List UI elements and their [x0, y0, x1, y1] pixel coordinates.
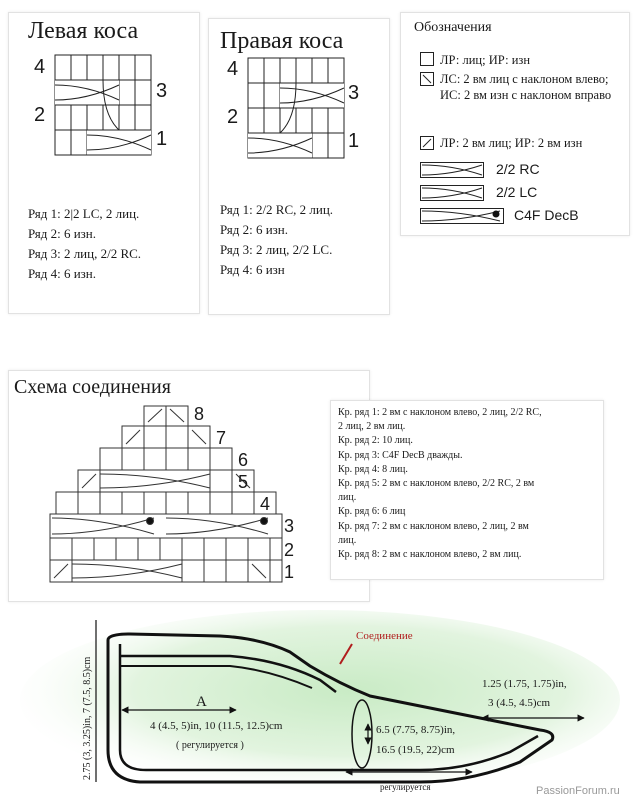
join-row-3: 3 [284, 516, 295, 536]
adjustable-label-1: ( регулируется ) [176, 740, 244, 751]
join-text-1: Кр. ряд 1: 2 вм с наклоном влево, 2 лиц, 2/2 RC, [338, 407, 542, 418]
join-text-5: Кр. ряд 4: 8 лиц. [338, 463, 408, 475]
join-text-9: Кр. ряд 7: 2 вм с наклоном влево, 2 лиц, 2 вм [338, 520, 529, 532]
right-row-1: 1 [348, 130, 360, 152]
left-row-2: 2 [34, 104, 46, 126]
legend-panel [400, 12, 630, 236]
joining-chart [50, 404, 280, 584]
left-row-text-2: Ряд 2: 6 изн. [28, 226, 96, 241]
joining-title: Схема соединения [14, 376, 171, 398]
label-a: A [196, 694, 207, 710]
right-braid-title: Правая коса [220, 28, 344, 54]
join-text-3: Кр. ряд 2: 10 лиц. [338, 435, 413, 447]
join-text-11: Кр. ряд 8: 2 вм с наклоном влево, 2 вм лиц. [338, 549, 522, 561]
legend-item-5: 2/2 LC [496, 184, 538, 200]
circumference-label-1: 6.5 (7.75, 8.75)in, [376, 724, 456, 736]
join-row-6: 6 [238, 450, 249, 470]
join-row-8: 8 [194, 404, 205, 424]
legend-title: Обозначения [414, 20, 492, 35]
right-row-text-2: Ряд 2: 6 изн. [220, 222, 288, 237]
c4f-decb-symbol [420, 208, 504, 224]
adjustable-label-2: регулируется [380, 782, 431, 792]
right-row-text-4: Ряд 4: 6 изн [220, 262, 285, 277]
left-row-1: 1 [156, 128, 168, 150]
legend-item-3: ЛР: 2 вм лиц; ИР: 2 вм изн [440, 136, 583, 150]
join-label: Соединение [356, 630, 413, 642]
right-row-text-3: Ряд 3: 2 лиц, 2/2 LC. [220, 242, 333, 257]
right-row-3: 3 [348, 82, 360, 104]
height-label: 2.75 (3, 3.25)in, 7 (7.5, 8.5)cm [82, 656, 93, 780]
legend-item-2: ЛС: 2 вм лиц с наклоном влево; ИС: 2 вм изн с наклоном вправо [440, 72, 612, 102]
join-text-10: лиц. [338, 534, 357, 546]
legend-item-6: C4F DecB [514, 207, 579, 223]
joining-rows [338, 406, 598, 562]
left-row-text-4: Ряд 4: 6 изн. [28, 266, 96, 281]
join-text-7: лиц. [338, 492, 357, 504]
join-text-2: 2 лиц, 2 вм лиц. [338, 421, 406, 433]
left-braid-title: Левая коса [28, 18, 139, 44]
toe-label-2: 3 (4.5, 4.5)cm [488, 697, 551, 709]
left-row-3: 3 [156, 80, 168, 102]
join-text-6: Кр. ряд 5: 2 вм с наклоном влево, 2/2 RC, 2 вм [338, 478, 535, 490]
left-row-text-3: Ряд 3: 2 лиц, 2/2 RC. [28, 246, 142, 261]
join-row-7: 7 [216, 428, 227, 448]
join-text-4: Кр. ряд 3: C4F DecB дважды. [338, 449, 463, 461]
join-row-4: 4 [260, 494, 271, 514]
legend-item-1: ЛР: лиц; ИР: изн [440, 53, 531, 67]
join-text-8: Кр. ряд 6: 6 лиц [338, 506, 406, 518]
watermark: PassionForum.ru [536, 785, 620, 797]
right-row-4: 4 [227, 58, 239, 80]
join-row-5: 5 [238, 472, 249, 492]
left-row-4: 4 [34, 56, 46, 78]
circumference-label-2: 16.5 (19.5, 22)cm [376, 744, 455, 756]
knit-purl-symbol [420, 52, 434, 66]
join-row-2: 2 [284, 540, 295, 560]
join-row-1: 1 [284, 562, 295, 582]
left-row-text-1: Ряд 1: 2|2 LC, 2 лиц. [28, 206, 140, 221]
right-row-text-1: Ряд 1: 2/2 RC, 2 лиц. [220, 202, 334, 217]
ssk-symbol [420, 72, 434, 86]
rc-symbol [420, 162, 484, 178]
length-label: 4 (4.5, 5)in, 10 (11.5, 12.5)cm [150, 720, 283, 732]
lc-symbol [420, 185, 484, 201]
right-braid-chart [248, 58, 344, 158]
left-braid-chart [55, 55, 151, 155]
legend-item-4: 2/2 RC [496, 161, 540, 177]
k2tog-symbol [420, 136, 434, 150]
right-row-2: 2 [227, 106, 239, 128]
toe-label-1: 1.25 (1.75, 1.75)in, [482, 678, 567, 690]
